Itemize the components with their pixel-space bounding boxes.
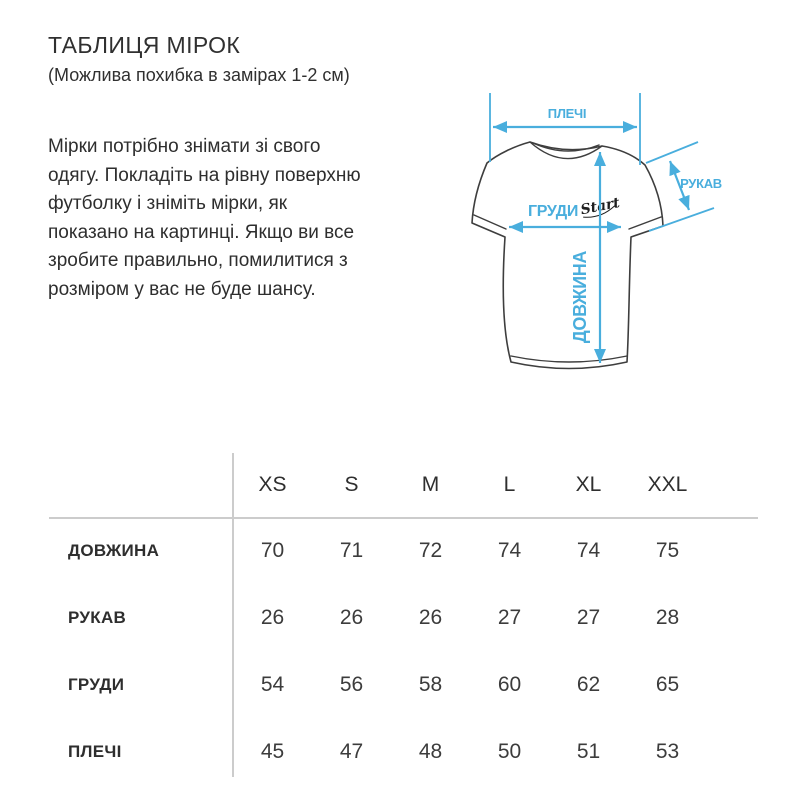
instructions-line: футболку і зніміть мірки, як bbox=[48, 193, 288, 214]
table-cell: 45 bbox=[260, 739, 285, 763]
table-cell: 60 bbox=[497, 672, 522, 696]
header bbox=[48, 32, 350, 86]
table-cell: 27 bbox=[497, 605, 522, 629]
col-header-xs: XS bbox=[258, 473, 287, 496]
instructions-line: зробите правильно, помилитися з bbox=[48, 250, 348, 271]
row-label: РУКАВ bbox=[68, 607, 127, 627]
table-cell: 71 bbox=[339, 538, 364, 562]
table-cell: 62 bbox=[576, 672, 601, 696]
table-cell: 74 bbox=[576, 538, 601, 562]
table-cell: 48 bbox=[418, 739, 443, 763]
table-cell: 27 bbox=[576, 605, 601, 629]
page-subtitle: (Можлива похибка в замірах 1-2 см) bbox=[48, 65, 350, 85]
row-label: ДОВЖИНА bbox=[68, 540, 160, 560]
table-cell: 58 bbox=[418, 672, 443, 696]
col-header-xxl: XXL bbox=[647, 473, 688, 496]
page-title: ТАБЛИЦЯ МІРОК bbox=[48, 32, 241, 58]
col-header-m: M bbox=[421, 473, 440, 496]
instructions-line: розміром у вас не буде шансу. bbox=[48, 278, 316, 300]
table-cell: 26 bbox=[339, 605, 364, 629]
col-header-s: S bbox=[344, 473, 359, 496]
table-cell: 47 bbox=[339, 739, 364, 763]
table-cell: 26 bbox=[260, 605, 285, 629]
table-cell: 72 bbox=[418, 538, 443, 562]
table-cell: 54 bbox=[260, 672, 285, 696]
table-cell: 56 bbox=[339, 672, 364, 696]
svg-text:Start: Start bbox=[579, 195, 622, 219]
table-cell: 53 bbox=[655, 739, 680, 763]
table-cell: 75 bbox=[655, 538, 680, 562]
table-cell: 28 bbox=[655, 605, 680, 629]
shoulders-label: ПЛЕЧІ bbox=[547, 106, 587, 121]
table-header-row bbox=[48, 453, 758, 517]
col-header-xl: XL bbox=[575, 473, 602, 496]
table-row-length bbox=[48, 517, 758, 584]
instructions-line: показано на картинці. Якщо ви все bbox=[48, 221, 355, 243]
instructions-line: Мірки потрібно знімати зі свого bbox=[48, 136, 321, 157]
length-label: ДОВЖИНА bbox=[570, 250, 590, 344]
table-row-chest bbox=[48, 651, 758, 718]
row-label: ГРУДИ bbox=[68, 674, 125, 694]
table-horizontal-rule bbox=[49, 517, 758, 519]
table-row-sleeve bbox=[48, 584, 758, 651]
tshirt-outline bbox=[472, 142, 663, 369]
table-cell: 74 bbox=[497, 538, 522, 562]
col-header-l: L bbox=[503, 473, 516, 496]
sleeve-guide-top bbox=[646, 142, 698, 163]
table-cell: 51 bbox=[576, 739, 601, 763]
row-label: ПЛЕЧІ bbox=[68, 741, 122, 761]
table-vertical-rule bbox=[232, 453, 234, 777]
chest-label: ГРУДИ bbox=[527, 203, 579, 220]
table-cell: 70 bbox=[260, 538, 285, 562]
instructions-line: одягу. Покладіть на рівну поверхню bbox=[48, 164, 361, 186]
table-cell: 26 bbox=[418, 605, 443, 629]
table-row-shoulders bbox=[48, 718, 758, 785]
sleeve-label: РУКАВ bbox=[680, 176, 722, 191]
table-cell: 50 bbox=[497, 739, 522, 763]
table-cell: 65 bbox=[655, 672, 680, 696]
size-table bbox=[48, 453, 758, 785]
instructions bbox=[48, 133, 361, 304]
tshirt-measurement-diagram bbox=[440, 85, 800, 395]
